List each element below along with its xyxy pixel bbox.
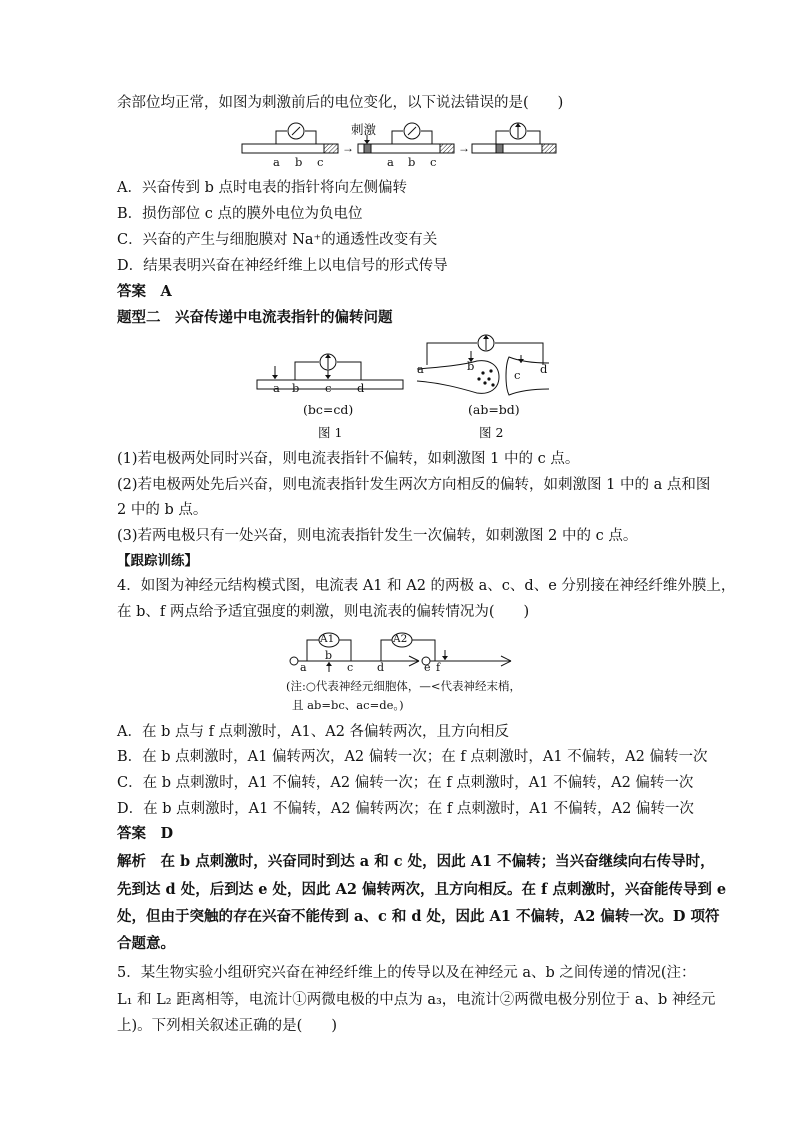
q4-note-1: (注:○代表神经元细胞体，—<代表神经末梢， xyxy=(286,679,522,693)
q4-label-d: d xyxy=(377,661,385,674)
fig2-label-c: c xyxy=(514,368,521,382)
point-3: (3)若两电极只有一处兴奋，则电流表指针发生一次偏转，如刺激图 2 中的 c 点。 xyxy=(117,528,638,544)
fig2-caption: 图 2 xyxy=(479,425,504,440)
fig3-label-a2: a xyxy=(387,155,394,169)
fig3-label-a1: a xyxy=(273,155,280,169)
q4-analysis-2: 先到达 d 处，后到达 e 处，因此 A2 偏转两次，且方向相反。在 f 点刺激时，兴奋能传导到 e xyxy=(117,881,727,898)
fig1-label-b: b xyxy=(292,381,300,395)
fig1-label-c: c xyxy=(325,381,332,395)
q5-stem-2: L₁ 和 L₂ 距离相等，电流计①两微电极的中点为 a₃，电流计②两微电极分别位于 a、b 神经元 xyxy=(117,992,716,1008)
fig2-label-b: b xyxy=(467,359,475,373)
q4-analysis-3: 处，但由于突触的存在兴奋不能传到 a、c 和 d 处，因此 A1 不偏转，A2 偏转一次。D 项符 xyxy=(117,908,720,925)
fig1-caption: 图 1 xyxy=(318,425,343,440)
q4-answer: 答案 D xyxy=(117,825,174,842)
point-2: (2)若电极两处先后兴奋，则电流表指针发生两次方向相反的偏转，如刺激图 1 中的 a 点和图 xyxy=(117,477,711,493)
point-2-cont: 2 中的 b 点。 xyxy=(117,502,208,518)
q3-option-c: C．兴奋的产生与细胞膜对 Na⁺的通透性改变有关 xyxy=(117,232,438,248)
figure-2 xyxy=(413,333,553,403)
training-label: 【跟踪训练】 xyxy=(117,553,198,569)
fiber-3 xyxy=(472,123,556,153)
q4-label-f: f xyxy=(436,661,441,674)
fig2-label-d: d xyxy=(540,362,548,376)
q4-label-b: b xyxy=(325,649,333,662)
fig1-note: (bc=cd) xyxy=(303,402,354,417)
q5-stem-1: 5．某生物实验小组研究兴奋在神经纤维上的传导以及在神经元 a、b 之间传递的情况(注： xyxy=(117,965,696,981)
fig3-label-c2: c xyxy=(430,155,437,169)
fig1-label-d: d xyxy=(357,381,365,395)
q4-analysis-4: 合题意。 xyxy=(117,935,175,952)
meter-a2: A2 xyxy=(393,633,408,645)
meter-a1: A1 xyxy=(320,633,335,645)
q3-answer: 答案 A xyxy=(117,283,172,300)
fig2-label-a: a xyxy=(417,362,424,376)
q4-option-d: D．在 b 点刺激时，A1 不偏转，A2 偏转两次；在 f 点刺激时，A1 不偏转，A2 偏转一次 xyxy=(117,801,694,817)
q4-option-a: A．在 b 点与 f 点刺激时，A1、A2 各偏转两次，且方向相反 xyxy=(117,724,510,740)
fig2-note: (ab=bd) xyxy=(468,402,520,417)
q3-option-a: A．兴奋传到 b 点时电表的指针将向左侧偏转 xyxy=(117,180,407,196)
q4-note-2: 且 ab=bc、ac=de。) xyxy=(292,698,404,712)
q4-option-c: C．在 b 点刺激时，A1 不偏转，A2 偏转一次；在 f 点刺激时，A1 不偏转，A2 偏转一次 xyxy=(117,775,694,791)
q5-stem-3: 上)。下列相关叙述正确的是( ) xyxy=(117,1018,337,1034)
section-title: 题型二 兴奋传递中电流表指针的偏转问题 xyxy=(117,309,393,326)
svg-text:→: → xyxy=(342,141,354,155)
q4-stem-2: 在 b、f 两点给予适宜强度的刺激，则电流表的偏转情况为( ) xyxy=(117,604,530,620)
fig1-label-a: a xyxy=(273,381,280,395)
fig3-label-b1: b xyxy=(295,155,303,169)
q3-figure xyxy=(240,118,560,170)
fiber-1 xyxy=(242,123,338,153)
q3-stem: 余部位均正常，如图为刺激前后的电位变化，以下说法错误的是( ) xyxy=(117,95,564,111)
stimulus-label: 刺激 xyxy=(351,122,377,137)
q4-label-c: c xyxy=(347,661,354,674)
q3-option-d: D．结果表明兴奋在神经纤维上以电信号的形式传导 xyxy=(117,258,448,274)
point-1: (1)若电极两处同时兴奋，则电流表指针不偏转，如刺激图 1 中的 c 点。 xyxy=(117,451,580,467)
q4-label-e: e xyxy=(424,661,431,674)
svg-text:→: → xyxy=(458,141,470,155)
q4-analysis-1: 解析 在 b 点刺激时，兴奋同时到达 a 和 c 处，因此 A1 不偏转；当兴奋继续向右传导时， xyxy=(117,853,715,870)
q3-option-b: B．损伤部位 c 点的膜外电位为负电位 xyxy=(117,206,363,222)
q4-stem-1: 4．如图为神经元结构模式图，电流表 A1 和 A2 的两极 a、c、d、e 分别接在神经纤维外膜上， xyxy=(117,578,736,594)
q4-label-a: a xyxy=(300,661,307,674)
q4-option-b: B．在 b 点刺激时，A1 偏转两次，A2 偏转一次；在 f 点刺激时，A1 不偏转，A2 偏转一次 xyxy=(117,749,708,765)
fig3-label-c1: c xyxy=(317,155,324,169)
fig3-label-b2: b xyxy=(408,155,416,169)
